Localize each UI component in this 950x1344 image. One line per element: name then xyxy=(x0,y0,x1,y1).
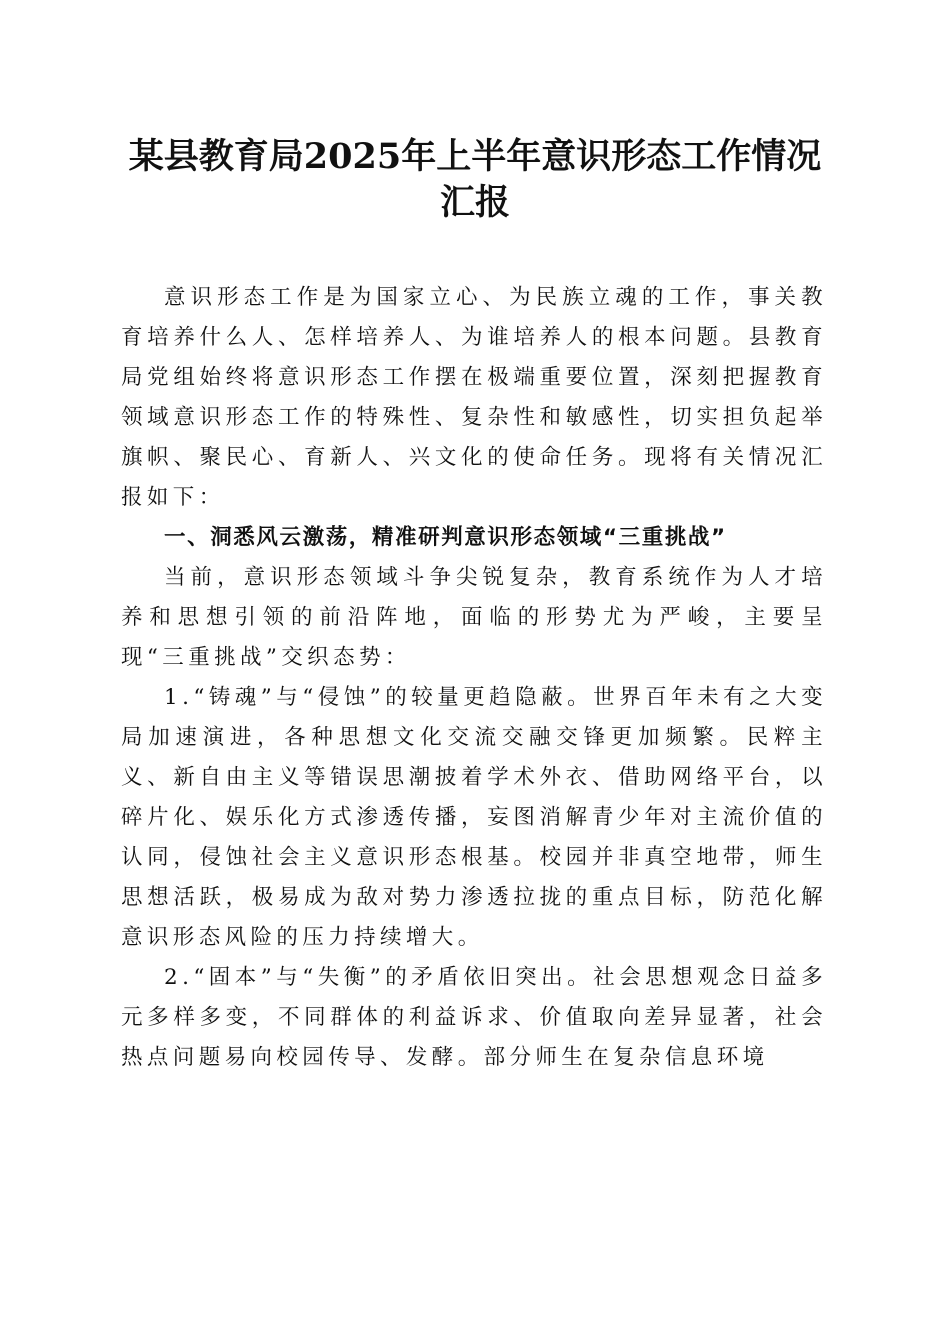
section-intro-paragraph: 当前，意识形态领域斗争尖锐复杂，教育系统作为人才培养和思想引领的前沿阵地，面临的形势尤为严峻，主要呈现“三重挑战”交织态势： xyxy=(121,565,827,670)
document-body xyxy=(121,278,827,1078)
point-2-paragraph: 2.“固本”与“失衡”的矛盾依旧突出。社会思想观念日益多元多样多变，不同群体的利益诉求、价值取向差异显著，社会热点问题易向校园传导、发酵。部分师生在复杂信息环境 xyxy=(121,965,827,1070)
document-title xyxy=(100,134,850,226)
intro-paragraph: 意识形态工作是为国家立心、为民族立魂的工作，事关教育培养什么人、怎样培养人、为谁培养人的根本问题。县教育局党组始终将意识形态工作摆在极端重要位置，深刻把握教育领域意识形态工作的特殊性、复杂性和敏感性，切实担负起举旗帜、聚民心、育新人、兴文化的使命任务。现将有关情况汇报如下： xyxy=(121,285,827,510)
point-1-paragraph: 1.“铸魂”与“侵蚀”的较量更趋隐蔽。世界百年未有之大变局加速演进，各种思想文化交流交融交锋更加频繁。民粹主义、新自由主义等错误思潮披着学术外衣、借助网络平台，以碎片化、娱乐化方式渗透传播，妄图消解青少年对主流价值的认同，侵蚀社会主义意识形态根基。校园并非真空地带，师生思想活跃，极易成为敌对势力渗透拉拢的重点目标，防范化解意识形态风险的压力持续增大。 xyxy=(121,685,827,950)
section-heading-1: 一、洞悉风云激荡，精准研判意识形态领域“三重挑战” xyxy=(164,525,727,550)
title-line-1: 某县教育局2025年上半年意识形态工作情况 xyxy=(128,136,822,177)
title-line-2: 汇报 xyxy=(439,182,510,223)
